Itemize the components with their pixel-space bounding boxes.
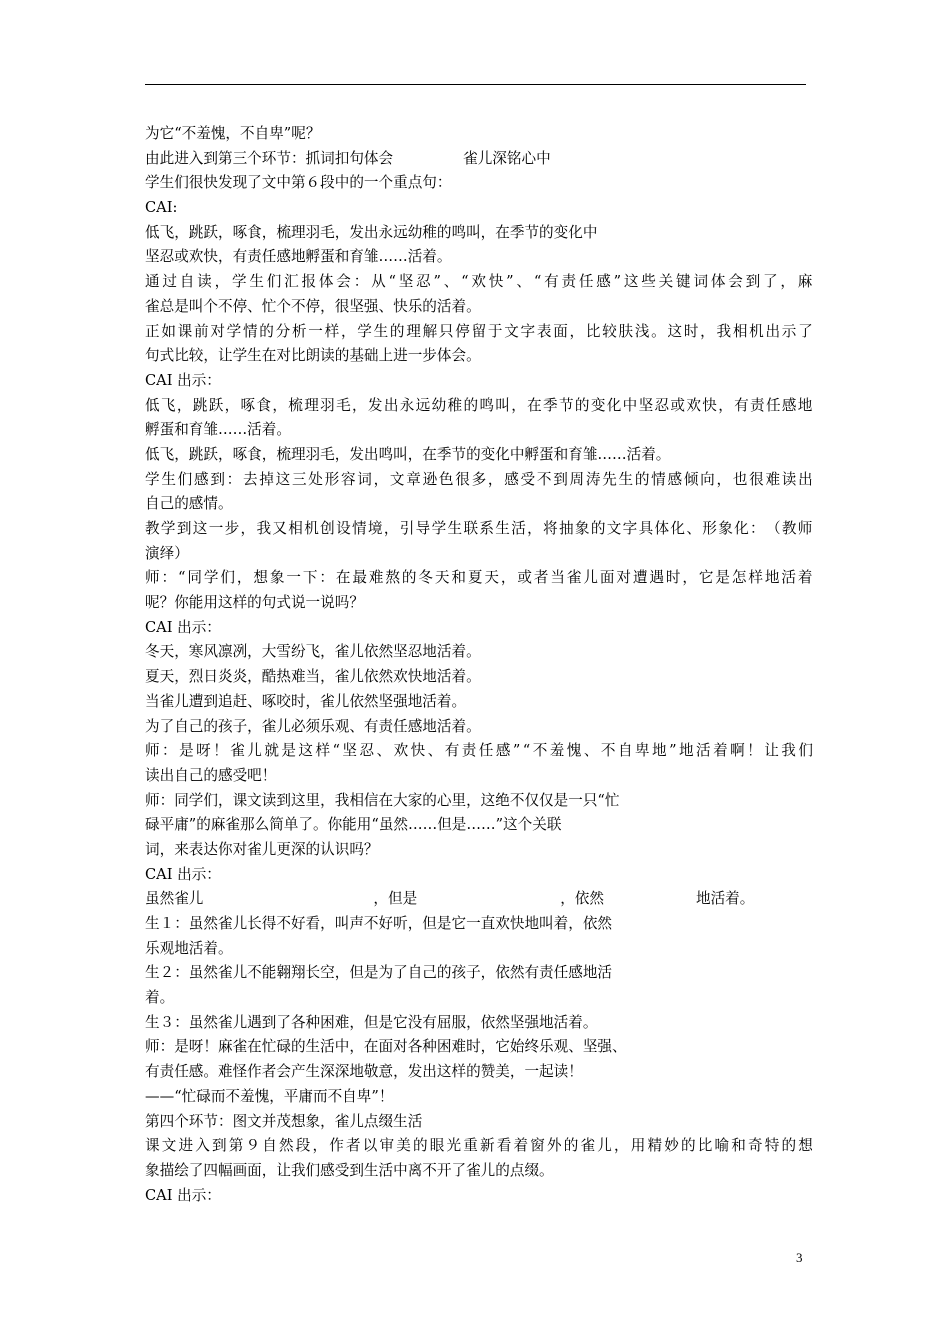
text-line <box>145 369 813 394</box>
text-line <box>145 344 813 369</box>
text-line <box>145 443 813 468</box>
text-line <box>145 542 813 567</box>
text-line <box>145 616 813 641</box>
text-line <box>145 171 813 196</box>
text-line <box>145 221 813 246</box>
line-text: 低飞，跳跃，啄食，梳理羽毛，发出鸣叫，在季节的变化中孵蛋和育雏……活着。 <box>145 445 671 463</box>
line-text: ——“忙碌而不羞愧，平庸而不自卑”！ <box>145 1087 394 1105</box>
text-line <box>145 1011 813 1036</box>
header-rule <box>145 84 806 85</box>
sentence-fragment: ，但是 <box>373 890 418 908</box>
text-line <box>145 492 813 517</box>
justified-text-line: 低 飞 ， 跳 跃 ， 啄 食 ， 梳 理 羽 毛 ， 发 出 永 远 幼 稚 的 鸣 叫 ， 在 季 节 的 变 化 中 坚 忍 或 欢 快 ， 有 责 任 感 地 <box>145 396 813 414</box>
text-line <box>145 764 813 789</box>
text-line <box>145 690 813 715</box>
justified-text-line: 师 ： 是 呀 ！ 雀 儿 就 是 这 样 “ 坚 忍 、 欢 快 、 有 责 任 感 ” “ 不 羞 愧 、 不 自 卑 地 ” 地 活 着 啊 ！ 让 我 们 <box>145 742 813 760</box>
line-text: 碌平庸”的麻雀那么简单了。你能用“虽然……但是……”这个关联 <box>145 816 562 834</box>
text-line <box>145 863 813 888</box>
text-line <box>145 245 813 270</box>
line-text: 第四个环节：图文并茂想象，雀儿点缀生活 <box>145 1112 423 1130</box>
text-line <box>145 937 813 962</box>
line-text: 夏天，烈日炎炎，酷热难当，雀儿依然欢快地活着。 <box>145 668 481 686</box>
text-line <box>145 147 813 172</box>
line-text: 生３：虽然雀儿遇到了各种困难，但是它没有屈服，依然坚强地活着。 <box>145 1013 598 1031</box>
text-line <box>145 1159 813 1184</box>
text-line <box>145 196 813 221</box>
sentence-fragment: 地活着。 <box>695 890 755 908</box>
text-line <box>145 295 813 320</box>
text-line <box>145 912 813 937</box>
document-body <box>145 122 813 1208</box>
line-text: 雀总是叫个不停、忙个不停，很坚强、快乐的活着。 <box>145 297 481 315</box>
justified-text-line: 课 文 进 入 到 第 ９ 自 然 段 ， 作 者 以 审 美 的 眼 光 重 新 看 着 窗 外 的 雀 儿 ， 用 精 妙 的 比 喻 和 奇 特 的 想 <box>145 1137 813 1155</box>
sentence-fragment: 虽然雀儿 <box>145 890 204 908</box>
text-line <box>145 1184 813 1209</box>
line-text: 为了自己的孩子，雀儿必须乐观、有责任感地活着。 <box>145 717 481 735</box>
line-text: 由此进入到第三个环节：抓词扣句体会 <box>145 149 394 167</box>
line-text: 自己的感情。 <box>145 495 233 513</box>
line-text: 生２：虽然雀儿不能翱翔长空，但是为了自己的孩子，依然有责任感地活 <box>145 964 613 982</box>
line-text: 为它“不羞愧，不自卑”呢？ <box>145 125 321 142</box>
justified-text-line: 师 ： “ 同 学 们 ， 想 象 一 下 ： 在 最 难 熬 的 冬 天 和 夏 天 ， 或 者 当 雀 儿 面 对 遭 遇 时 ， 它 是 怎 样 地 活 着 <box>145 569 813 587</box>
line-text: CAI 出示： <box>145 865 221 883</box>
text-line <box>145 1035 813 1060</box>
line-tail-text: 雀儿深铭心中 <box>463 149 551 167</box>
line-text: 生１：虽然雀儿长得不好看，叫声不好听，但是它一直欢快地叫着，依然 <box>145 915 613 932</box>
line-text: 演绎） <box>145 544 189 562</box>
line-text: 有责任感。难怪作者会产生深深地敬意，发出这样的赞美，一起读！ <box>145 1063 583 1081</box>
line-text: 句式比较，让学生在对比朗读的基础上进一步体会。 <box>145 347 481 365</box>
line-text: 师：是呀！麻雀在忙碌的生活中，在面对各种困难时，它始终乐观、坚强、 <box>145 1038 627 1056</box>
line-text: 师：同学们，课文读到这里，我相信在大家的心里，这绝不仅仅是一只“忙 <box>145 791 620 809</box>
line-text: 词，来表达你对雀儿更深的认识吗？ <box>145 840 379 858</box>
text-line <box>145 1110 813 1135</box>
text-line <box>145 789 813 814</box>
line-text: 孵蛋和育雏……活着。 <box>145 421 291 439</box>
justified-text-line: 学 生 们 感 到 ： 去 掉 这 三 处 形 容 词 ， 文 章 逊 色 很 多 ， 感 受 不 到 周 涛 先 生 的 情 感 倾 向 ， 也 很 难 读 出 <box>145 470 813 488</box>
text-line <box>145 122 813 147</box>
line-text: 读出自己的感受吧！ <box>145 766 277 784</box>
sentence-fragment: ，依然 <box>560 890 604 908</box>
line-text: 象描绘了四幅画面，让我们感受到生活中离不开了雀儿的点缀。 <box>145 1161 554 1179</box>
text-line <box>145 418 813 443</box>
justified-text-line: 教 学 到 这 一 步 ， 我 又 相 机 创 设 情 境 ， 引 导 学 生 联 系 生 活 ， 将 抽 象 的 文 字 具 体 化 、 形 象 化 ： （ 教 师 <box>145 520 813 537</box>
fill-in-blank-sentence <box>145 887 813 912</box>
text-line <box>145 813 813 838</box>
line-text: 呢？你能用这样的句式说一说吗？ <box>145 594 364 612</box>
line-text: CAI 出示： <box>145 618 221 636</box>
line-text: 着。 <box>145 989 175 1007</box>
text-line <box>145 1060 813 1085</box>
line-text: CAI 出示： <box>145 1186 221 1204</box>
line-text: CAI 出示： <box>145 371 221 389</box>
text-line <box>145 665 813 690</box>
line-text: 冬天，寒风凛冽，大雪纷飞，雀儿依然坚忍地活着。 <box>145 643 481 661</box>
text-line <box>145 715 813 740</box>
text-line <box>145 838 813 863</box>
text-line <box>145 591 813 616</box>
text-line <box>145 1085 813 1110</box>
line-text: 低飞，跳跃，啄食，梳理羽毛，发出永远幼稚的鸣叫，在季节的变化中 <box>145 223 598 241</box>
page-number: 3 <box>796 1250 803 1265</box>
line-text: 当雀儿遭到追赶、啄咬时，雀儿依然坚强地活着。 <box>145 692 467 710</box>
justified-text-line: 正 如 课 前 对 学 情 的 分 析 一 样 ， 学 生 的 理 解 只 停 留 于 文 字 表 面 ， 比 较 肤 浅 。 这 时 ， 我 相 机 出 示 了 <box>145 322 813 340</box>
text-line <box>145 961 813 986</box>
line-text: 学生们很快发现了文中第６段中的一个重点句： <box>145 174 452 192</box>
line-text: CAI: <box>145 199 178 217</box>
justified-text-line: 通 过 自 读 ， 学 生 们 汇 报 体 会 ： 从 “ 坚 忍 ” 、 “ 欢 快 ” 、 “ 有 责 任 感 ” 这 些 关 键 词 体 会 到 了 ， 麻 <box>145 273 813 291</box>
line-text: 坚忍或欢快，有责任感地孵蛋和育雏……活着。 <box>145 248 452 266</box>
text-line <box>145 640 813 665</box>
line-text: 乐观地活着。 <box>145 939 233 957</box>
text-line <box>145 986 813 1011</box>
